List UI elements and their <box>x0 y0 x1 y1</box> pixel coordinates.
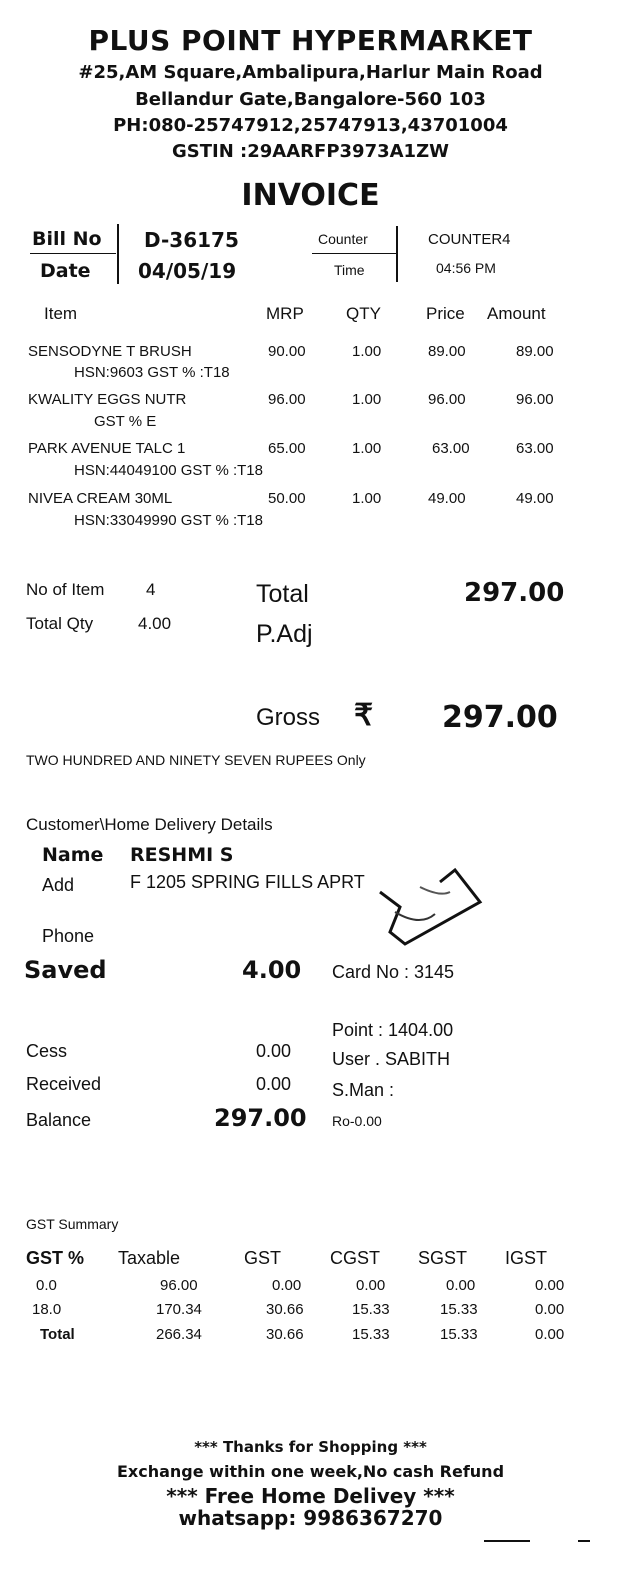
total-qty-value: 4.00 <box>138 614 172 633</box>
date-value: 04/05/19 <box>138 259 237 283</box>
gst-cell: 0.00 <box>272 1277 302 1294</box>
gst-header-cell: CGST <box>330 1248 381 1268</box>
store-phone: PH:080-25747912,25747913,43701004 <box>113 115 508 136</box>
gst-summary-title: GST Summary <box>26 1216 119 1232</box>
footer-whatsapp: whatsapp: 9986367270 <box>178 1506 443 1530</box>
item-amount: 63.00 <box>516 440 554 457</box>
item-qty: 1.00 <box>352 490 382 507</box>
rupee-icon: ₹ <box>354 699 374 732</box>
item-mrp: 50.00 <box>268 490 306 507</box>
time-label: Time <box>334 262 365 278</box>
store-address-line1: #25,AM Square,Ambalipura,Harlur Main Road <box>78 62 543 83</box>
doc-title: INVOICE <box>241 178 380 213</box>
customer-name-label: Name <box>42 844 104 866</box>
store-name: PLUS POINT HYPERMARKET <box>88 24 533 57</box>
total-value: 297.00 <box>464 578 565 608</box>
item-hsn: HSN:33049990 GST % :T18 <box>74 512 263 529</box>
gst-header-cell: Taxable <box>118 1248 181 1268</box>
col-amount: Amount <box>487 304 546 323</box>
gst-header-cell: GST <box>244 1248 282 1268</box>
item-name: SENSODYNE T BRUSH <box>28 343 192 360</box>
gst-cell: 15.33 <box>352 1301 390 1318</box>
cess-value: 0.00 <box>256 1041 292 1061</box>
item-mrp: 96.00 <box>268 391 306 408</box>
customer-section-label: Customer\Home Delivery Details <box>26 815 273 834</box>
gst-header-cell: IGST <box>505 1248 548 1268</box>
item-qty: 1.00 <box>352 440 382 457</box>
smudge-mark <box>360 852 490 952</box>
no-of-items-value: 4 <box>146 580 156 599</box>
gst-cell: 0.00 <box>535 1301 565 1318</box>
gst-header-cell: SGST <box>418 1248 468 1268</box>
item-price: 96.00 <box>428 391 466 408</box>
cess-label: Cess <box>26 1041 68 1061</box>
card-no: Card No : 3145 <box>332 962 455 982</box>
received-label: Received <box>26 1074 102 1094</box>
salesman: S.Man : <box>332 1080 395 1100</box>
gst-cell: 18.0 <box>32 1301 62 1318</box>
item-hsn: GST % E <box>94 413 157 430</box>
gst-cell: Total <box>40 1326 75 1343</box>
gst-cell: 0.0 <box>36 1277 57 1294</box>
gross-label: Gross <box>256 704 321 731</box>
user: User . SABITH <box>332 1049 451 1069</box>
gst-header-cell: GST % <box>26 1248 85 1268</box>
item-amount: 96.00 <box>516 391 554 408</box>
divider <box>578 1540 590 1542</box>
time-value: 04:56 PM <box>436 260 496 276</box>
gst-cell: 15.33 <box>440 1326 478 1343</box>
padj-label: P.Adj <box>256 620 313 648</box>
footer-exchange-policy: Exchange within one week,No cash Refund <box>116 1462 505 1481</box>
item-qty: 1.00 <box>352 343 382 360</box>
item-mrp: 90.00 <box>268 343 306 360</box>
item-price: 49.00 <box>428 490 466 507</box>
bill-no-label: Bill No <box>32 228 102 250</box>
date-label: Date <box>40 260 91 282</box>
col-mrp: MRP <box>266 304 304 323</box>
gst-cell: 30.66 <box>266 1326 304 1343</box>
item-hsn: HSN:9603 GST % :T18 <box>74 364 230 381</box>
item-amount: 49.00 <box>516 490 554 507</box>
item-price: 89.00 <box>428 343 466 360</box>
item-name: KWALITY EGGS NUTR <box>28 391 187 408</box>
gst-cell: 96.00 <box>160 1277 198 1294</box>
item-qty: 1.00 <box>352 391 382 408</box>
gst-cell: 0.00 <box>535 1277 565 1294</box>
col-qty: QTY <box>346 304 381 323</box>
counter-label: Counter <box>318 231 368 247</box>
footer-thanks: *** Thanks for Shopping *** <box>194 1438 427 1456</box>
item-name: NIVEA CREAM 30ML <box>28 490 173 507</box>
store-gstin: GSTIN :29AARFP3973A1ZW <box>172 141 449 162</box>
col-price: Price <box>426 304 465 323</box>
gst-cell: 30.66 <box>266 1301 304 1318</box>
balance-value: 297.00 <box>214 1104 307 1132</box>
saved-label: Saved <box>24 956 107 984</box>
total-label: Total <box>256 580 309 608</box>
gross-value: 297.00 <box>442 700 558 735</box>
divider <box>484 1540 530 1542</box>
received-value: 0.00 <box>256 1074 292 1094</box>
amount-in-words: TWO HUNDRED AND NINETY SEVEN RUPEES Only <box>26 752 366 768</box>
saved-value: 4.00 <box>242 956 302 984</box>
counter-value: COUNTER4 <box>428 231 511 248</box>
total-qty-label: Total Qty <box>26 614 94 633</box>
footer-delivery: *** Free Home Delivey *** <box>166 1484 455 1508</box>
no-of-items-label: No of Item <box>26 580 105 599</box>
gst-cell: 0.00 <box>446 1277 476 1294</box>
customer-address-label: Add <box>42 875 75 895</box>
item-name: PARK AVENUE TALC 1 <box>28 440 186 457</box>
gst-cell: 15.33 <box>440 1301 478 1318</box>
round-off: Ro-0.00 <box>332 1113 382 1129</box>
gst-cell: 266.34 <box>156 1326 202 1343</box>
balance-label: Balance <box>26 1110 92 1130</box>
bill-no-value: D-36175 <box>144 228 239 252</box>
gst-cell: 0.00 <box>356 1277 386 1294</box>
store-address-line2: Bellandur Gate,Bangalore-560 103 <box>135 89 486 110</box>
customer-name: RESHMI S <box>130 844 234 866</box>
item-price: 63.00 <box>432 440 470 457</box>
item-amount: 89.00 <box>516 343 554 360</box>
gst-cell: 15.33 <box>352 1326 390 1343</box>
customer-address: F 1205 SPRING FILLS APRT <box>130 872 365 892</box>
point-balance: Point : 1404.00 <box>332 1020 454 1040</box>
gst-cell: 170.34 <box>156 1301 202 1318</box>
gst-cell: 0.00 <box>535 1326 565 1343</box>
col-item: Item <box>44 304 78 323</box>
item-mrp: 65.00 <box>268 440 306 457</box>
customer-phone-label: Phone <box>42 926 95 946</box>
item-hsn: HSN:44049100 GST % :T18 <box>74 462 263 479</box>
